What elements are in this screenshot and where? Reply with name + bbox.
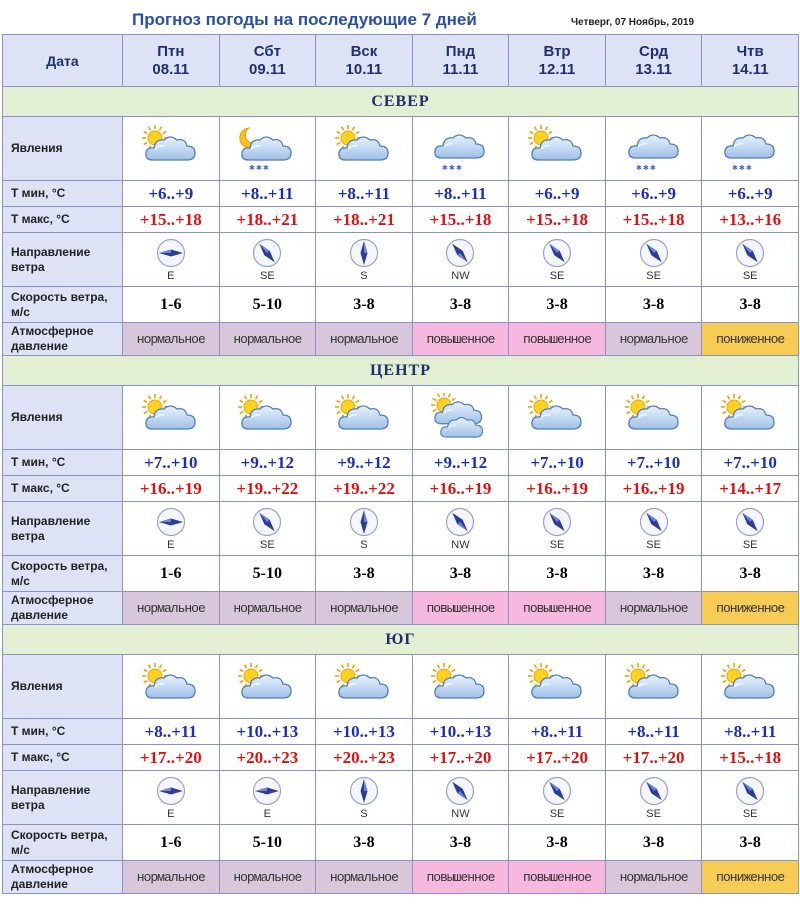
sun-cloud-icon: [509, 117, 606, 181]
tmax-value: +15..+18: [123, 207, 220, 233]
pressure-value: повышенное: [412, 323, 509, 356]
day-header: [509, 35, 606, 87]
wind-speed-value: 3-8: [316, 287, 413, 323]
region-row: [3, 625, 799, 655]
wind-direction: [605, 233, 702, 287]
tmax-value: +19..+22: [316, 476, 413, 502]
wind-dir-code: E: [167, 539, 175, 551]
svg-text:✱: ✱: [746, 163, 753, 172]
tmin-value: +8..+11: [509, 719, 606, 745]
tmin-value: +9..+12: [412, 450, 509, 476]
wind-arrow-icon: [316, 775, 412, 807]
tmin-value: +7..+10: [123, 450, 220, 476]
tmax-label: Т макс, °С: [3, 745, 123, 771]
day-name: Вск: [350, 42, 378, 60]
pressure-value: повышенное: [412, 592, 509, 625]
tmin-label: Т мин, °С: [3, 719, 123, 745]
wind-dir-code: SE: [646, 270, 661, 282]
sun-double-cloud-icon: [412, 386, 509, 450]
wind-direction: [702, 502, 799, 556]
tmax-value: +20..+23: [316, 745, 413, 771]
wind-dir-code: S: [360, 270, 368, 282]
region-row: [3, 87, 799, 117]
tmin-value: +8..+11: [412, 181, 509, 207]
day-name: Втр: [543, 42, 571, 60]
sun-cloud-icon: [412, 655, 509, 719]
tmax-row: [3, 745, 799, 771]
wind-speed-value: 3-8: [509, 556, 606, 592]
wind-dir-code: SE: [549, 539, 565, 551]
wind-speed-value: 3-8: [702, 556, 799, 592]
wind-arrow-icon: [123, 506, 219, 538]
sun-cloud-icon: [123, 655, 220, 719]
day-header: [412, 35, 509, 87]
tmax-value: +17..+20: [509, 745, 606, 771]
wind-speed-value: 3-8: [605, 825, 702, 861]
sun-cloud-icon: [219, 655, 316, 719]
tmax-value: +16..+19: [123, 476, 220, 502]
wind-arrow-icon: [220, 506, 316, 538]
tmin-value: +9..+12: [219, 450, 316, 476]
wind-speed-value: 1-6: [123, 287, 220, 323]
wind-speed-value: 3-8: [412, 825, 509, 861]
wind-dir-code: NW: [451, 539, 470, 551]
wind-dir-code: SE: [646, 808, 661, 820]
tmin-row: [3, 719, 799, 745]
tmax-value: +16..+19: [605, 476, 702, 502]
tmin-row: [3, 181, 799, 207]
wind-dir-code: SE: [260, 270, 275, 282]
tmin-value: +8..+11: [123, 719, 220, 745]
tmin-value: +8..+11: [316, 181, 413, 207]
tmin-row: [3, 450, 799, 476]
pressure-value: нормальное: [316, 323, 413, 356]
wind-direction: [605, 771, 702, 825]
wind-arrow-icon: [123, 237, 219, 269]
sun-cloud-icon: [219, 386, 316, 450]
tmax-value: +15..+18: [702, 745, 799, 771]
wind-arrow-icon: [413, 237, 509, 269]
day-date: 08.11: [152, 60, 190, 78]
wind-speed-value: 3-8: [702, 825, 799, 861]
svg-text:✱: ✱: [649, 163, 656, 172]
svg-text:✱: ✱: [456, 163, 463, 172]
wind-direction: [702, 771, 799, 825]
tmax-value: +15..+18: [509, 207, 606, 233]
wind-dir-code: SE: [742, 539, 758, 551]
pressure-label: Атмосферное давление: [3, 861, 123, 894]
phenomena-row: [3, 386, 799, 450]
pressure-value: нормальное: [123, 323, 220, 356]
pressure-label: Атмосферное давление: [3, 592, 123, 625]
tmax-row: [3, 476, 799, 502]
wind-direction: [316, 502, 413, 556]
wind-speed-value: 1-6: [123, 825, 220, 861]
wind-direction: [316, 233, 413, 287]
day-name: Чтв: [736, 42, 764, 60]
tmin-value: +10..+13: [219, 719, 316, 745]
sun-cloud-icon: [509, 386, 606, 450]
wind-direction: [316, 771, 413, 825]
wind-arrow-icon: [413, 775, 509, 807]
day-header: [316, 35, 413, 87]
tmax-value: +16..+19: [412, 476, 509, 502]
tmin-value: +10..+13: [412, 719, 509, 745]
wind-direction: [605, 502, 702, 556]
day-date: 14.11: [731, 60, 769, 78]
tmax-value: +16..+19: [509, 476, 606, 502]
region-title: СЕВЕР: [3, 87, 799, 117]
pressure-value: нормальное: [123, 861, 220, 894]
cloud-snow-icon: [412, 117, 509, 181]
sun-cloud-icon: [316, 117, 413, 181]
pressure-label: Атмосферное давление: [3, 323, 123, 356]
tmin-value: +6..+9: [509, 181, 606, 207]
day-date: 11.11: [442, 60, 479, 78]
wind-speed-value: 5-10: [219, 825, 316, 861]
sun-cloud-icon: [509, 655, 606, 719]
day-header: [605, 35, 702, 87]
phenomena-label: Явления: [3, 117, 123, 181]
day-name: Сбт: [253, 42, 281, 60]
wind-speed-value: 3-8: [316, 825, 413, 861]
tmax-value: +13..+16: [702, 207, 799, 233]
wind-dir-code: E: [167, 270, 175, 282]
wind-dir-row: [3, 233, 799, 287]
wind-direction: [509, 502, 606, 556]
phenomena-label: Явления: [3, 655, 123, 719]
forecast-table: [2, 34, 799, 894]
pressure-value: повышенное: [509, 323, 606, 356]
wind-dir-code: SE: [646, 539, 661, 551]
wind-speed-row: [3, 556, 799, 592]
tmin-value: +7..+10: [605, 450, 702, 476]
tmin-label: Т мин, °С: [3, 450, 123, 476]
tmax-value: +15..+18: [412, 207, 509, 233]
svg-text:✱: ✱: [732, 163, 739, 172]
svg-text:✱: ✱: [442, 163, 449, 172]
wind-direction: [509, 771, 606, 825]
tmax-row: [3, 207, 799, 233]
cloud-snow-icon: [702, 117, 799, 181]
tmax-value: +17..+20: [605, 745, 702, 771]
wind-speed-value: 1-6: [123, 556, 220, 592]
page-title: Прогноз погоды на последующие 7 дней: [132, 10, 477, 29]
moon-cloud-snow-icon: [219, 117, 316, 181]
pressure-value: нормальное: [316, 592, 413, 625]
tmin-value: +6..+9: [702, 181, 799, 207]
page-header: [0, 0, 800, 36]
sun-cloud-icon: [316, 655, 413, 719]
sun-cloud-icon: [123, 386, 220, 450]
tmin-value: +6..+9: [123, 181, 220, 207]
wind-dir-code: E: [263, 808, 272, 820]
wind-arrow-icon: [220, 775, 316, 807]
sun-cloud-icon: [605, 655, 702, 719]
wind-speed-label: Скорость ветра, м/с: [3, 556, 123, 592]
tmax-value: +17..+20: [412, 745, 509, 771]
svg-text:✱: ✱: [263, 163, 270, 172]
wind-arrow-icon: [702, 237, 798, 269]
day-date: 09.11: [248, 60, 286, 78]
wind-arrow-icon: [316, 506, 412, 538]
tmin-value: +9..+12: [316, 450, 413, 476]
region-title: ЮГ: [3, 625, 799, 655]
wind-arrow-icon: [413, 506, 509, 538]
wind-arrow-icon: [316, 237, 412, 269]
wind-dir-label: Направление ветра: [3, 771, 123, 825]
wind-dir-code: SE: [549, 270, 565, 282]
wind-speed-value: 5-10: [219, 556, 316, 592]
wind-dir-row: [3, 771, 799, 825]
tmin-value: +6..+9: [605, 181, 702, 207]
wind-arrow-icon: [123, 775, 219, 807]
sun-cloud-icon: [605, 386, 702, 450]
wind-arrow-icon: [509, 775, 605, 807]
day-header: [219, 35, 316, 87]
wind-direction: [219, 771, 316, 825]
day-header: [702, 35, 799, 87]
day-name: Срд: [639, 42, 669, 60]
pressure-value: нормальное: [123, 592, 220, 625]
current-date: Четверг, 07 Ноябрь, 2019: [571, 17, 695, 28]
svg-text:✱: ✱: [449, 163, 456, 172]
day-name: Пнд: [445, 42, 476, 60]
wind-speed-value: 5-10: [219, 287, 316, 323]
wind-direction: [412, 233, 509, 287]
svg-text:✱: ✱: [739, 163, 746, 172]
tmin-label: Т мин, °С: [3, 181, 123, 207]
phenomena-row: [3, 117, 799, 181]
pressure-value: пониженное: [702, 861, 799, 894]
wind-speed-value: 3-8: [509, 287, 606, 323]
wind-direction: [702, 233, 799, 287]
wind-dir-code: SE: [549, 808, 565, 820]
wind-direction: [412, 771, 509, 825]
wind-dir-label: Направление ветра: [3, 233, 123, 287]
tmin-value: +7..+10: [702, 450, 799, 476]
wind-direction: [123, 233, 220, 287]
tmax-value: +15..+18: [605, 207, 702, 233]
pressure-value: повышенное: [509, 592, 606, 625]
tmin-value: +10..+13: [316, 719, 413, 745]
wind-direction: [219, 233, 316, 287]
wind-speed-value: 3-8: [605, 287, 702, 323]
day-date: 10.11: [345, 60, 383, 78]
day-date: 13.11: [635, 60, 672, 78]
wind-direction: [219, 502, 316, 556]
tmax-label: Т макс, °С: [3, 476, 123, 502]
wind-dir-row: [3, 502, 799, 556]
pressure-value: нормальное: [219, 592, 316, 625]
wind-arrow-icon: [220, 237, 316, 269]
tmax-value: +18..+21: [219, 207, 316, 233]
wind-direction: [123, 771, 220, 825]
tmax-value: +17..+20: [123, 745, 220, 771]
svg-text:✱: ✱: [249, 163, 256, 172]
wind-speed-value: 3-8: [412, 556, 509, 592]
phenomena-label: Явления: [3, 386, 123, 450]
svg-text:✱: ✱: [256, 163, 263, 172]
wind-dir-code: E: [167, 808, 175, 820]
wind-speed-value: 3-8: [702, 287, 799, 323]
day-header: [123, 35, 220, 87]
tmax-label: Т макс, °С: [3, 207, 123, 233]
pressure-value: пониженное: [702, 323, 799, 356]
pressure-value: нормальное: [605, 323, 702, 356]
wind-speed-value: 3-8: [509, 825, 606, 861]
pressure-row: [3, 323, 799, 356]
wind-dir-code: SE: [260, 539, 275, 551]
sun-cloud-icon: [702, 386, 799, 450]
wind-speed-value: 3-8: [412, 287, 509, 323]
wind-speed-row: [3, 825, 799, 861]
wind-dir-code: SE: [742, 808, 758, 820]
svg-text:✱: ✱: [635, 163, 642, 172]
cloud-snow-icon: [605, 117, 702, 181]
pressure-row: [3, 861, 799, 894]
tmax-value: +18..+21: [316, 207, 413, 233]
pressure-value: повышенное: [412, 861, 509, 894]
pressure-value: пониженное: [702, 592, 799, 625]
sun-cloud-icon: [316, 386, 413, 450]
wind-arrow-icon: [509, 237, 605, 269]
svg-text:✱: ✱: [642, 163, 649, 172]
pressure-row: [3, 592, 799, 625]
wind-speed-value: 3-8: [316, 556, 413, 592]
tmax-value: +14..+17: [702, 476, 799, 502]
tmin-value: +8..+11: [219, 181, 316, 207]
sun-cloud-icon: [123, 117, 220, 181]
tmin-value: +8..+11: [605, 719, 702, 745]
wind-dir-code: S: [360, 808, 368, 820]
wind-arrow-icon: [606, 237, 702, 269]
wind-dir-code: NW: [451, 808, 470, 820]
wind-dir-label: Направление ветра: [3, 502, 123, 556]
day-date: 12.11: [538, 60, 576, 78]
pressure-value: нормальное: [219, 323, 316, 356]
pressure-value: нормальное: [605, 592, 702, 625]
wind-arrow-icon: [702, 506, 798, 538]
region-title: ЦЕНТР: [3, 356, 799, 386]
tmin-value: +8..+11: [702, 719, 799, 745]
wind-speed-value: 3-8: [605, 556, 702, 592]
wind-arrow-icon: [509, 506, 605, 538]
tmin-value: +7..+10: [509, 450, 606, 476]
wind-arrow-icon: [606, 775, 702, 807]
pressure-value: нормальное: [219, 861, 316, 894]
tmax-value: +20..+23: [219, 745, 316, 771]
header-row: [3, 35, 799, 87]
wind-direction: [509, 233, 606, 287]
pressure-value: повышенное: [509, 861, 606, 894]
sun-cloud-icon: [702, 655, 799, 719]
wind-dir-code: NW: [451, 270, 470, 282]
phenomena-row: [3, 655, 799, 719]
day-name: Птн: [157, 42, 185, 60]
wind-speed-label: Скорость ветра, м/с: [3, 287, 123, 323]
date-label: Дата: [3, 35, 123, 87]
wind-arrow-icon: [702, 775, 798, 807]
pressure-value: нормальное: [605, 861, 702, 894]
wind-arrow-icon: [606, 506, 702, 538]
wind-speed-row: [3, 287, 799, 323]
pressure-value: нормальное: [316, 861, 413, 894]
wind-direction: [123, 502, 220, 556]
region-row: [3, 356, 799, 386]
wind-speed-label: Скорость ветра, м/с: [3, 825, 123, 861]
tmax-value: +19..+22: [219, 476, 316, 502]
wind-direction: [412, 502, 509, 556]
wind-dir-code: S: [360, 539, 368, 551]
wind-dir-code: SE: [742, 270, 758, 282]
